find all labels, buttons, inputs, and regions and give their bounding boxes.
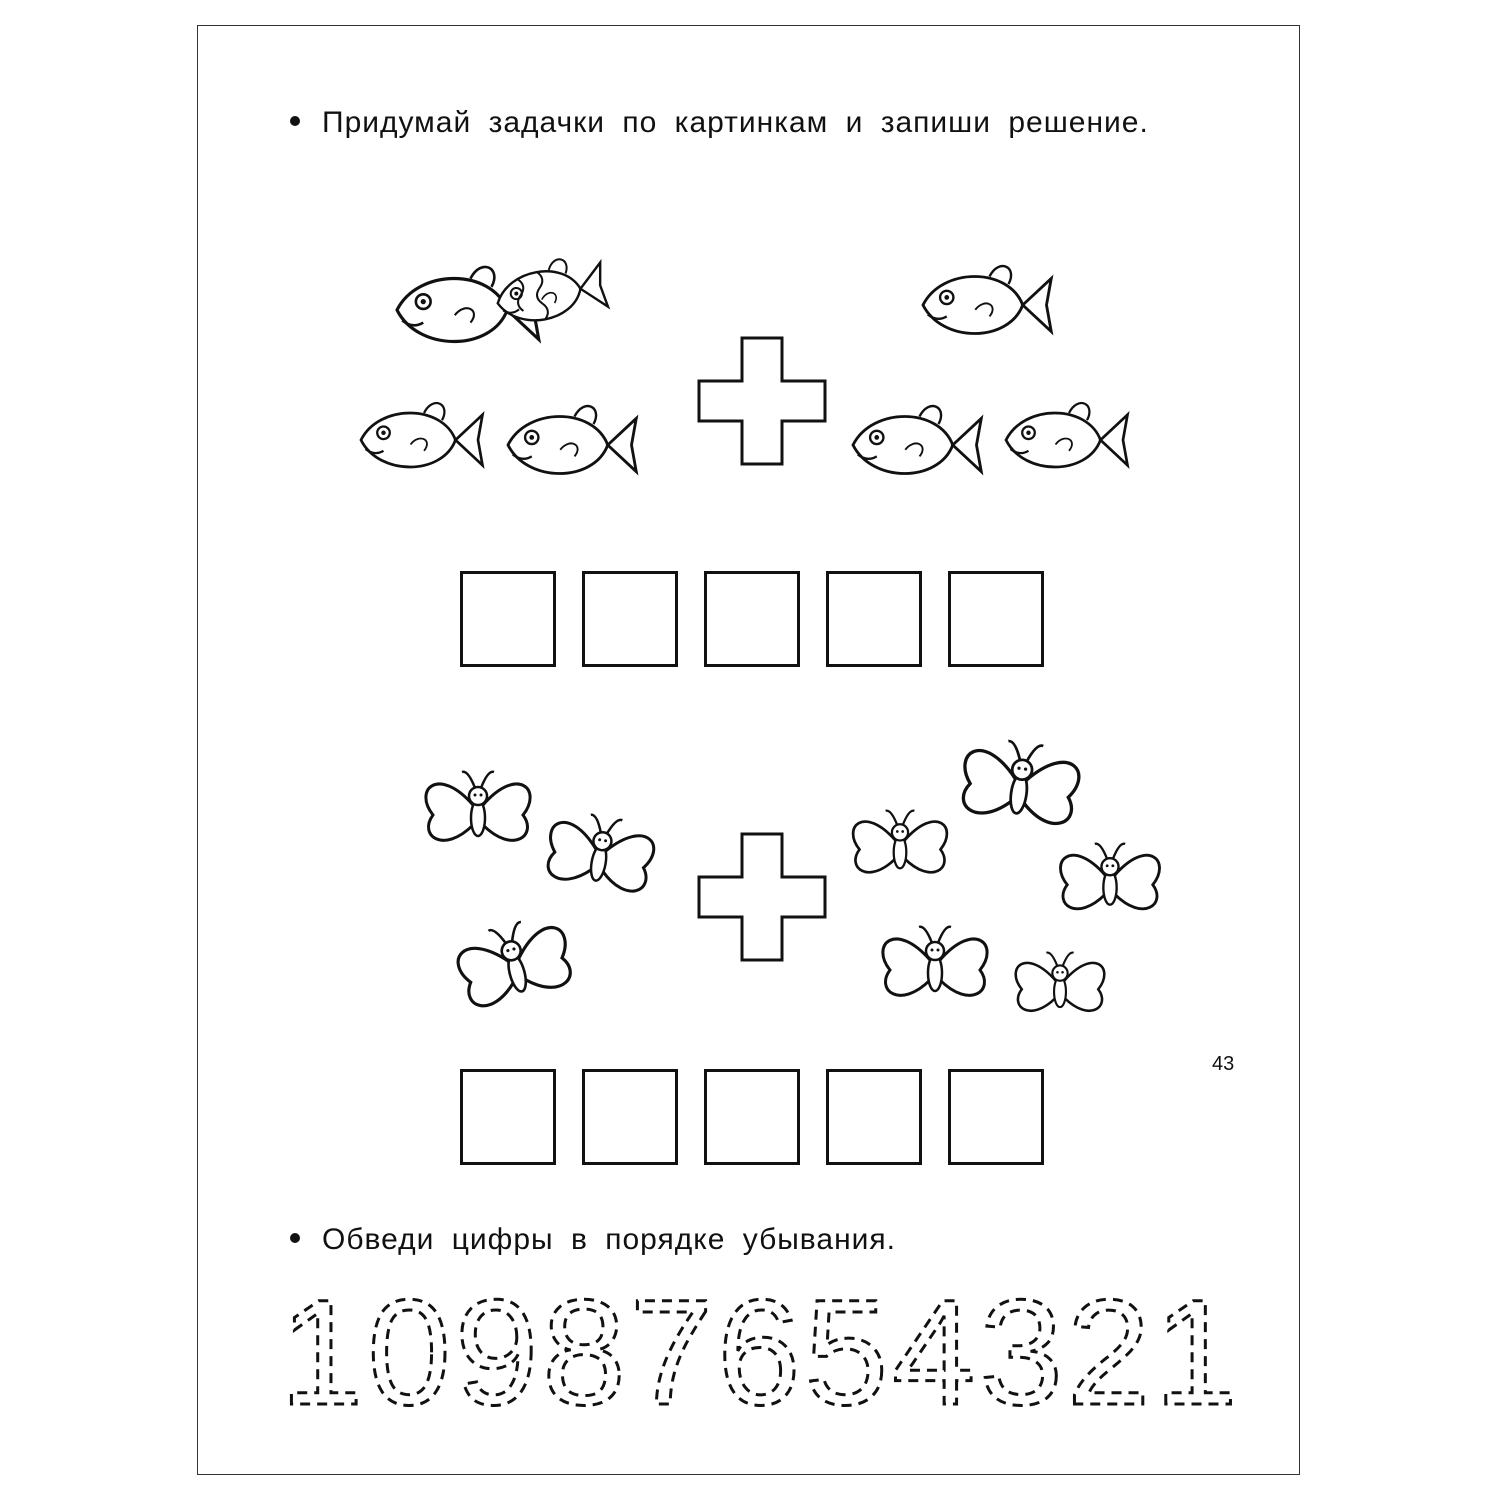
butterfly-2: [543, 808, 658, 894]
answer-box[interactable]: [948, 1069, 1044, 1165]
tracing-digit-2[interactable]: 2: [1066, 1268, 1155, 1436]
tracing-digit-10[interactable]: 10: [280, 1268, 455, 1436]
tracing-digits[interactable]: [280, 1268, 1242, 1436]
fish-3: [361, 403, 483, 467]
tracing-digit-1[interactable]: 1: [1154, 1268, 1242, 1436]
tracing-digit-5[interactable]: 5: [804, 1268, 893, 1436]
answer-box[interactable]: [704, 571, 800, 667]
instruction-2: Обведи цифры в порядке убывания.: [290, 1223, 896, 1257]
answer-box[interactable]: [460, 1069, 556, 1165]
tracing-digit-4[interactable]: 4: [892, 1268, 980, 1436]
plus-sign-1: [697, 336, 827, 466]
bullet-icon: [290, 116, 300, 126]
tracing-digit-6[interactable]: 6: [717, 1268, 805, 1436]
butterfly-1: [426, 772, 530, 840]
tracing-digit-3[interactable]: 3: [979, 1268, 1067, 1436]
tracing-digits-row: [280, 1268, 1242, 1436]
answer-box[interactable]: [582, 1069, 678, 1165]
answer-boxes-1: [460, 571, 1044, 667]
plus-sign-2: [697, 832, 827, 962]
butterfly-8: [1016, 953, 1105, 1011]
butterfly-7: [883, 927, 987, 995]
answer-boxes-2: [460, 1069, 1044, 1165]
instruction-1: Придумай задачки по картинкам и запиши решение.: [290, 106, 1149, 140]
answer-box[interactable]: [826, 571, 922, 667]
tracing-digit-7[interactable]: 7: [629, 1268, 718, 1436]
tracing-digit-9[interactable]: 9: [454, 1268, 543, 1436]
bullet-icon: [290, 1233, 300, 1243]
fish-5: [923, 266, 1051, 333]
fish-4: [508, 406, 636, 473]
butterfly-3: [452, 912, 576, 1010]
answer-box[interactable]: [826, 1069, 922, 1165]
fish-2: [492, 252, 608, 327]
fish-7: [1006, 403, 1128, 467]
butterfly-6: [1060, 844, 1159, 909]
fish-6: [853, 406, 981, 473]
answer-box[interactable]: [460, 571, 556, 667]
answer-box[interactable]: [704, 1069, 800, 1165]
butterfly-4: [853, 811, 947, 873]
tracing-digit-8[interactable]: 8: [542, 1268, 630, 1436]
answer-box[interactable]: [948, 571, 1044, 667]
butterfly-5: [959, 735, 1083, 826]
page-number: 43: [1212, 1053, 1235, 1075]
answer-box[interactable]: [582, 571, 678, 667]
